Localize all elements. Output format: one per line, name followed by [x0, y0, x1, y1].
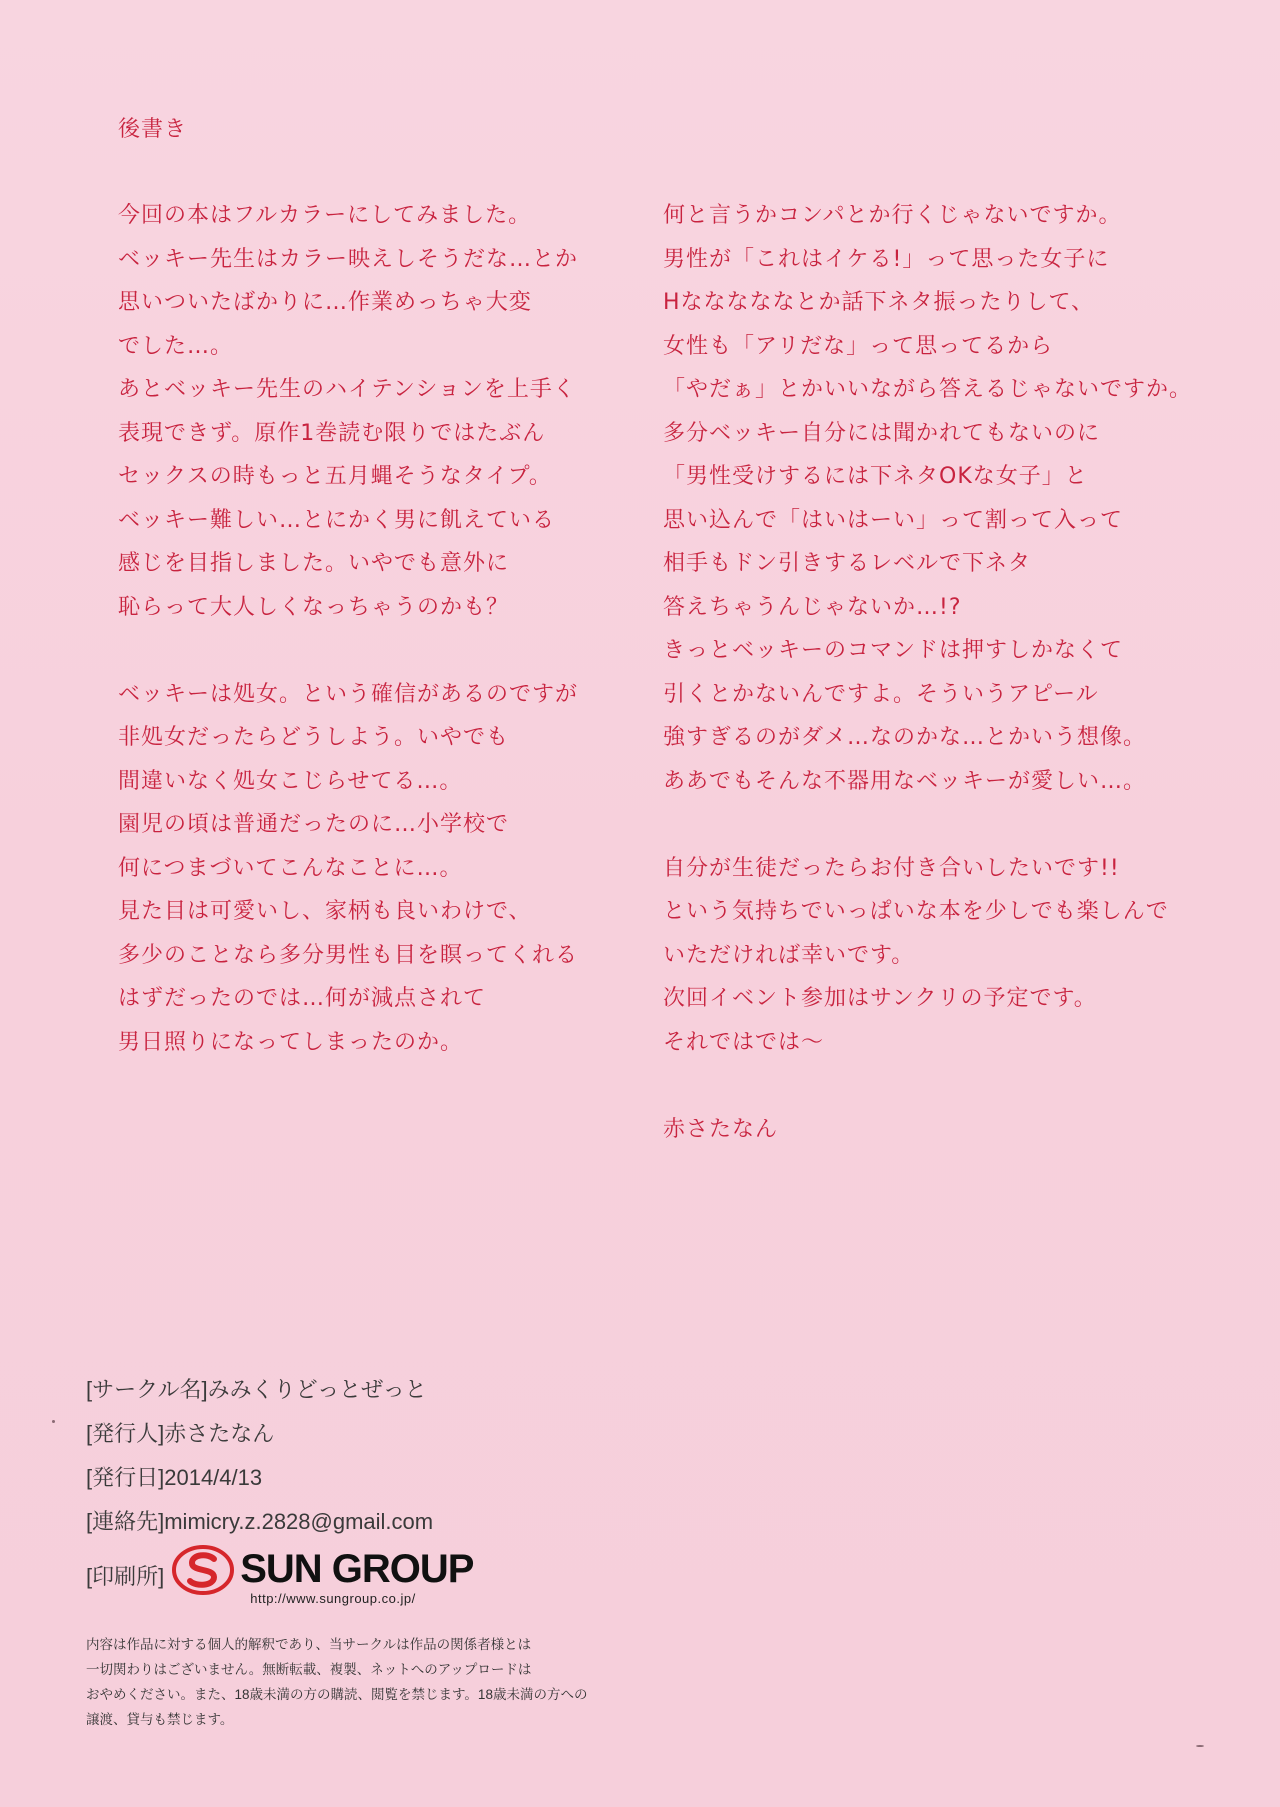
sun-group-logo-icon — [172, 1545, 234, 1595]
disclaimer — [86, 1632, 587, 1732]
afterword-line: きっとベッキーのコマンドは押すしかなくて — [663, 638, 1124, 663]
colophon-row-publisher — [86, 1412, 473, 1456]
afterword-line: 今回の本はフルカラーにしてみました。 — [118, 203, 532, 228]
printer-url: http://www.sungroup.co.jp/ — [250, 1590, 416, 1606]
afterword-line: 次回イベント参加はサンクリの予定です。 — [663, 986, 1097, 1011]
afterword-line: 何と言うかコンパとか行くじゃないですか。 — [663, 203, 1122, 228]
afterword-line: ああでもそんな不器用なベッキーが愛しい…。 — [663, 768, 1147, 794]
colophon-row-contact — [86, 1500, 473, 1544]
paragraph-gap — [118, 629, 578, 673]
afterword-right-column — [663, 194, 1192, 1151]
afterword-line: セックスの時もっと五月蝿そうなタイプ。 — [118, 464, 552, 489]
afterword-line: 「やだぁ」とかいいながら答えるじゃないですか。 — [663, 377, 1193, 402]
colophon-value: 2014/4/13 — [164, 1465, 263, 1490]
afterword-line: という気持ちでいっぱいな本を少しでも楽しんで — [663, 899, 1169, 924]
afterword-line: 間違いなく処女こじらせてる…。 — [118, 768, 463, 794]
scan-speck — [52, 1420, 55, 1423]
afterword-line: 相手もドン引きするレベルで下ネタ — [663, 551, 1032, 576]
afterword-line: 恥らって大人しくなっちゃうのかも？ — [118, 594, 510, 620]
afterword-line: はずだったのでは…何が減点されて — [118, 986, 487, 1011]
afterword-line: ベッキー難しい…とにかく男に飢えている — [118, 507, 556, 533]
colophon-key: [発行日] — [86, 1465, 165, 1490]
colophon-value: mimicry.z.2828@gmail.com — [164, 1509, 434, 1534]
disclaimer-line: おやめください。また、18歳未満の方の購読、閲覧を禁じます。18歳未満の方への — [86, 1687, 588, 1702]
afterword-line: ベッキー先生はカラー映えしそうだな…とか — [118, 246, 579, 272]
afterword-line: 引くとかないんですよ。そういうアピール — [663, 681, 1099, 707]
paragraph-gap — [663, 803, 1192, 847]
afterword-title: 後書き — [118, 117, 188, 142]
disclaimer-line: 譲渡、貸与も禁じます。 — [86, 1712, 234, 1727]
printer-name: SUN GROUP — [240, 1547, 474, 1591]
colophon — [86, 1368, 473, 1606]
afterword-line: 表現できず。原作1巻読む限りではたぶん — [118, 420, 546, 446]
colophon-key: [連絡先] — [86, 1509, 165, 1534]
afterword-line: ベッキーは処女。という確信があるのですが — [118, 681, 579, 707]
afterword-line: あとベッキー先生のハイテンションを上手く — [118, 377, 576, 402]
colophon-row-printer — [86, 1544, 473, 1606]
afterword-line: 赤さたなん — [663, 1116, 779, 1142]
colophon-value: みみくりどっとぜっと — [207, 1377, 427, 1402]
afterword-line: 多少のことなら多分男性も目を瞑ってくれる — [118, 942, 579, 968]
disclaimer-line: 一切関わりはございません。無断転載、複製、ネットへのアップロードは — [86, 1662, 532, 1677]
colophon-row-circle — [86, 1368, 473, 1412]
colophon-value: 赤さたなん — [164, 1421, 275, 1446]
afterword-line: 何につまづいてこんなことに…。 — [118, 855, 463, 881]
afterword-left-column — [118, 194, 578, 1064]
afterword-line: 強すぎるのがダメ…なのかな…とかいう想像。 — [663, 725, 1147, 750]
afterword-line: Hなななななとか話下ネタ振ったりして、 — [663, 290, 1095, 315]
afterword-line: 園児の頃は普通だったのに…小学校で — [118, 812, 510, 837]
paragraph-gap — [663, 1064, 1192, 1108]
afterword-line: 感じを目指しました。いやでも意外に — [118, 551, 510, 576]
afterword-line: 多分ベッキー自分には聞かれてもないのに — [663, 420, 1101, 446]
afterword-line: でした…。 — [118, 333, 234, 359]
afterword-line: 思い込んで「はいはーい」って割って入って — [663, 507, 1124, 533]
afterword-line: いただければ幸いです。 — [663, 942, 915, 968]
afterword-line: 男性が「これはイケる!」って思った女子に — [663, 246, 1110, 272]
afterword-line: 非処女だったらどうしよう。いやでも — [118, 725, 510, 750]
afterword-line: 男日照りになってしまったのか。 — [118, 1029, 464, 1055]
afterword-line: 自分が生徒だったらお付き合いしたいです!! — [663, 855, 1120, 881]
colophon-row-date — [86, 1456, 473, 1500]
afterword-line: 「男性受けするには下ネタOKな女子」と — [663, 464, 1088, 489]
printer-logo — [172, 1545, 473, 1606]
disclaimer-line: 内容は作品に対する個人的解釈であり、当サークルは作品の関係者様とは — [86, 1637, 532, 1652]
colophon-key: [印刷所] — [86, 1563, 165, 1589]
afterword-line: 答えちゃうんじゃないか…!? — [663, 594, 962, 620]
afterword-line: 見た目は可愛いし、家柄も良いわけで、 — [118, 899, 532, 924]
colophon-key: [発行人] — [86, 1421, 165, 1446]
afterword-line: 女性も「アリだな」って思ってるから — [663, 333, 1054, 359]
colophon-key: [サークル名] — [86, 1377, 208, 1402]
afterword-line: 思いついたばかりに…作業めっちゃ大変 — [118, 290, 532, 315]
scan-speck — [1196, 1745, 1204, 1747]
afterword-line: それではでは～ — [663, 1029, 825, 1055]
